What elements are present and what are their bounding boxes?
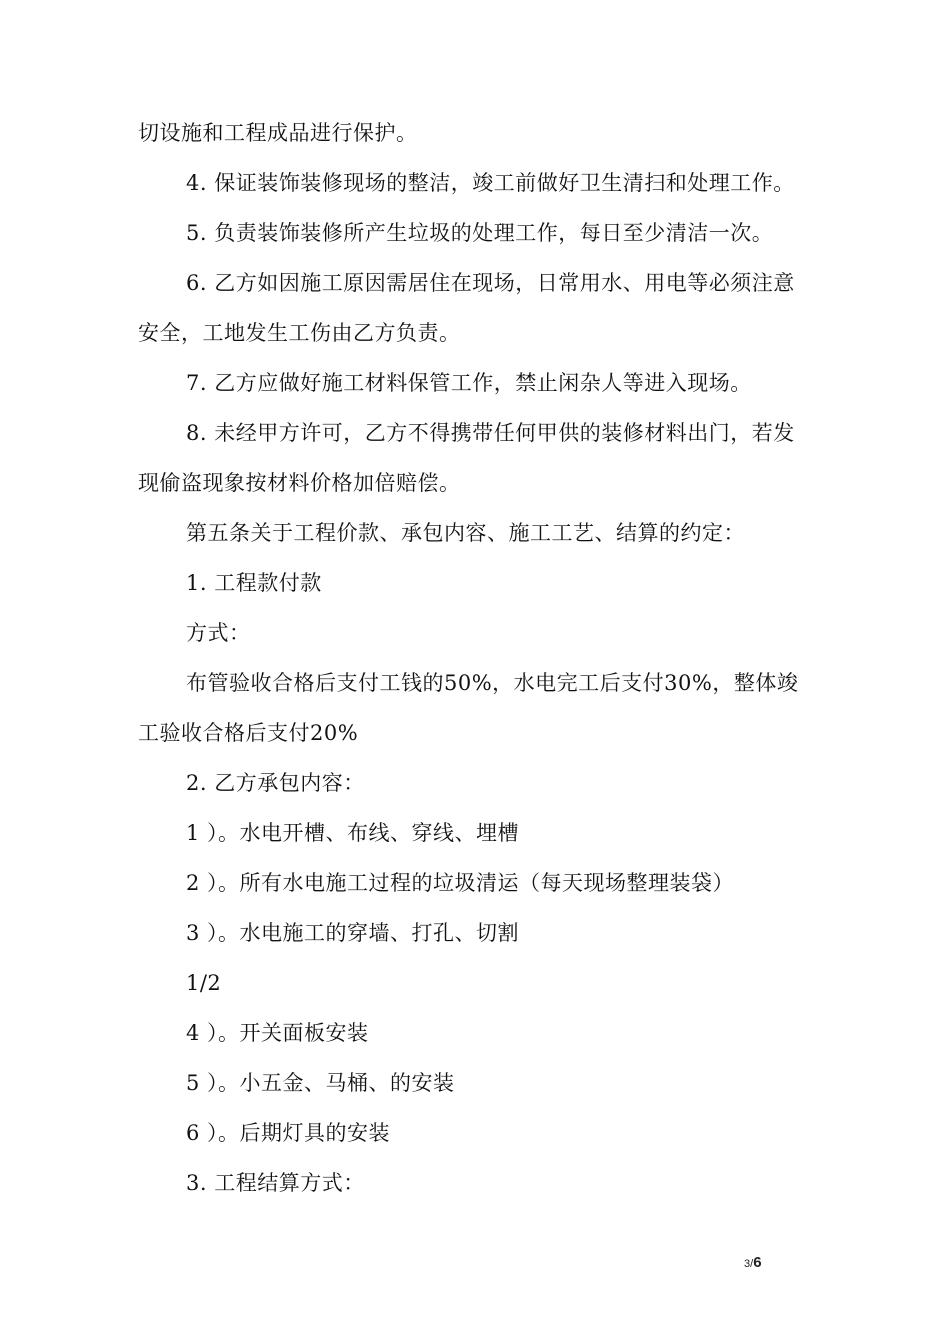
text-line: 3. 工程结算方式：	[186, 1171, 365, 1195]
text-line: 3 ）。水电施工的穿墙、打孔、切割	[186, 921, 520, 945]
text-line: 8. 未经甲方许可，乙方不得携带任何甲供的装修材料出门，若发	[186, 421, 795, 445]
text-line: 1/2	[186, 971, 222, 995]
text-line: 1 ）。水电开槽、布线、穿线、埋槽	[186, 821, 520, 845]
text-line: 5. 负责装饰装修所产生垃圾的处理工作，每日至少清洁一次。	[186, 221, 774, 245]
text-line: 工验收合格后支付20%	[138, 721, 359, 745]
text-line: 7. 乙方应做好施工材料保管工作，禁止闲杂人等进入现场。	[186, 371, 752, 395]
text-line: 5 ）。小五金、马桶、的安装	[186, 1071, 455, 1095]
text-line: 第五条关于工程价款、承包内容、施工工艺、结算的约定：	[186, 521, 745, 545]
text-line: 布管验收合格后支付工钱的50%，水电完工后支付30%，整体竣	[186, 671, 799, 695]
page-number-current: 3/	[744, 1258, 754, 1270]
text-line: 4. 保证装饰装修现场的整洁，竣工前做好卫生清扫和处理工作。	[186, 171, 795, 195]
text-line: 4 ）。开关面板安装	[186, 1021, 369, 1045]
text-line: 6 ）。后期灯具的安装	[186, 1121, 391, 1145]
text-line: 1. 工程款付款	[186, 571, 322, 595]
page-number-total: 6	[753, 1254, 762, 1271]
text-line: 2 ）。所有水电施工过程的垃圾清运（每天现场整理装袋）	[186, 871, 735, 895]
text-line: 方式：	[186, 621, 251, 645]
page-number	[744, 1254, 762, 1271]
text-line: 切设施和工程成品进行保护。	[138, 121, 418, 145]
text-line: 2. 乙方承包内容：	[186, 771, 365, 795]
text-line: 6. 乙方如因施工原因需居住在现场，日常用水、用电等必须注意	[186, 271, 795, 295]
text-line: 安全，工地发生工伤由乙方负责。	[138, 321, 461, 345]
text-line: 现偷盗现象按材料价格加倍赔偿。	[138, 471, 461, 495]
